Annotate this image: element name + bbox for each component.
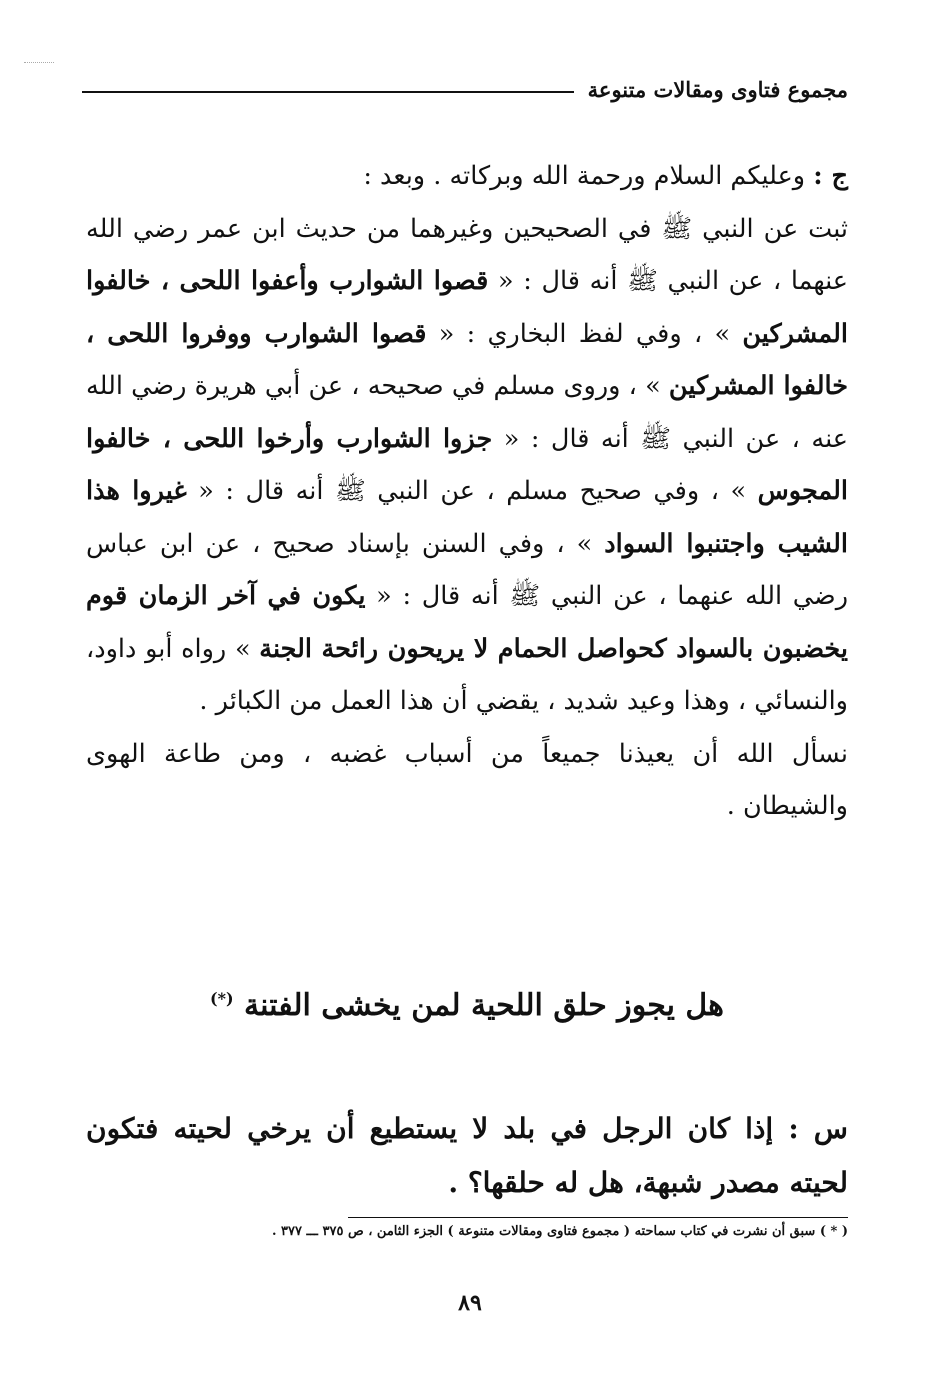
hadith-quote-1: قصوا الشوارب وأعفوا اللحى ، خالفوا المشركين (86, 266, 849, 349)
footnote-marker: (*) (210, 989, 234, 1008)
section-title-text: هل يجوز حلق اللحية لمن يخشى الفتنة (244, 988, 724, 1023)
question-text: إذا كان الرجل في بلد لا يستطيع أن يرخي لحيته فتكون لحيته مصدر شبهة، هل له حلقها؟ . (86, 1112, 848, 1199)
hadith-quote-2: قصوا الشوارب ووفروا اللحى ، خالفوا المشركين (86, 318, 849, 401)
text-run: » رواه أبو داود، والنسائي ، وهذا وعيد شديد ، يقضي أن هذا العمل من الكبائر . (86, 633, 848, 716)
scan-mark (24, 62, 54, 63)
answer-paragraph-1 (86, 203, 848, 728)
answer-greeting: وعليكم السلام ورحمة الله وبركاته . وبعد : (363, 161, 806, 191)
answer-label: ج : (813, 161, 848, 191)
text-run: » ، وروى مسلم في صحيحه ، عن أبي هريرة رضي الله عنه ، عن النبي ﷺ أنه قال : « (86, 371, 848, 454)
hadith-quote-4: غيروا هذا الشيب واجتنبوا السواد (86, 476, 848, 559)
text-run: » ، وفي لفظ البخاري : « (426, 318, 743, 349)
header-rule (82, 91, 574, 93)
header-title: مجموع فتاوى ومقالات متنوعة (587, 76, 848, 102)
footnote: ( * ) سبق أن نشرت في كتاب سماحته ( مجموع فتاوى ومقالات متنوعة ) الجزء الثامن ، ص ٣٧٥ ـــ ٣٧٧ . (271, 1224, 848, 1239)
question (86, 1102, 848, 1210)
hadith-quote-5: يكون في آخر الزمان قوم يخضبون بالسواد كحواصل الحمام لا يريحون رائحة الجنة (86, 581, 848, 664)
answer-paragraph-2: نسأل الله أن يعيذنا جميعاً من أسباب غضبه ، ومن طاعة الهوى والشيطان . (86, 738, 848, 821)
section-title (86, 988, 848, 1023)
text-run: » ، وفي السنن بإسناد صحيح ، عن ابن عباس رضي الله عنهما ، عن النبي ﷺ أنه قال : « (86, 528, 849, 611)
page-number: ٨٩ (458, 1290, 482, 1316)
running-header (82, 72, 848, 106)
text-run: » ، وفي صحيح مسلم ، عن النبي ﷺ أنه قال : « (186, 476, 758, 506)
question-label: س : (788, 1112, 848, 1145)
answer-body (86, 150, 848, 833)
footnote-rule (348, 1217, 848, 1218)
text-run: ثبت عن النبي ﷺ في الصحيحين وغيرهما من حديث ابن عمر رضي الله عنهما ، عن النبي ﷺ أنه قال : « (86, 213, 848, 296)
hadith-quote-3: جزوا الشوارب وأرخوا اللحى ، خالفوا المجوس (86, 423, 848, 506)
answer-opening (86, 150, 848, 203)
